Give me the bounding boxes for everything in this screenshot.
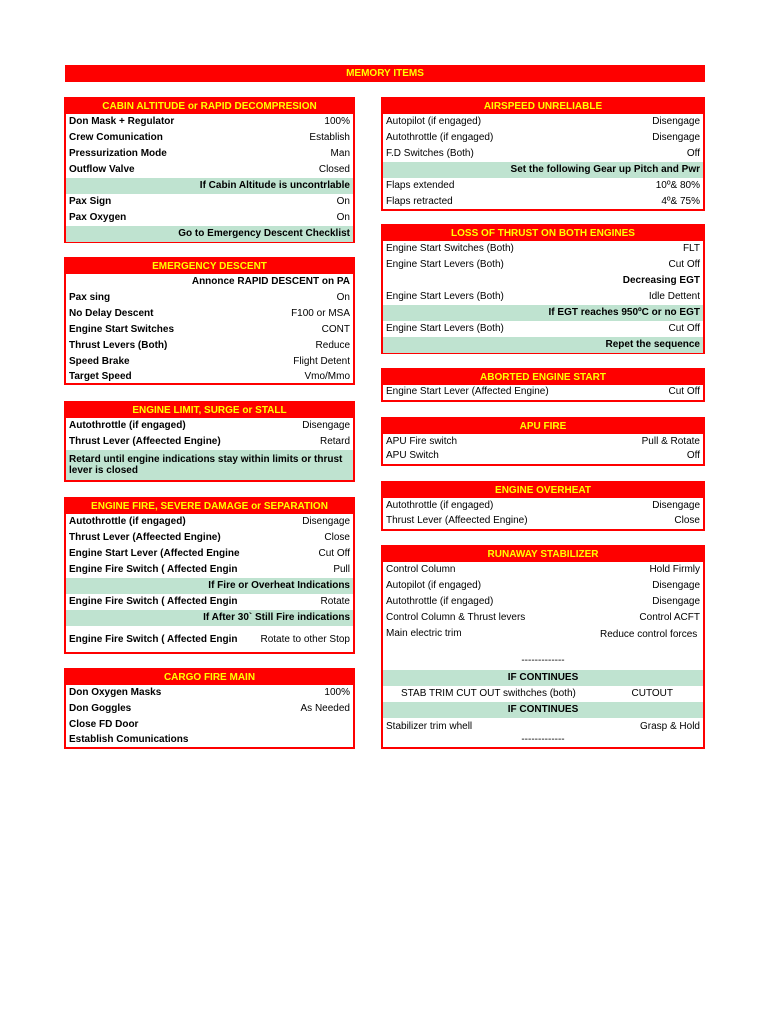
item-label: Control Column bbox=[386, 564, 456, 575]
checklist-row bbox=[66, 162, 353, 178]
checklist-row bbox=[66, 370, 353, 384]
item-label: Autopilot (if engaged) bbox=[386, 580, 482, 591]
item-label: F.D Switches (Both) bbox=[386, 148, 474, 159]
item-label: Flaps extended bbox=[386, 180, 455, 191]
condition-row: IF CONTINUES bbox=[383, 670, 703, 686]
section-title: AIRSPEED UNRELIABLE bbox=[383, 99, 703, 114]
checklist-row bbox=[66, 562, 353, 578]
item-label: Engine Start Switches (Both) bbox=[386, 243, 514, 254]
item-label: Stabilizer trim whell bbox=[386, 721, 473, 732]
checklist-row bbox=[383, 114, 703, 130]
item-label: Target Speed bbox=[69, 371, 132, 382]
checklist-row bbox=[383, 449, 703, 463]
item-action: Retard bbox=[319, 436, 350, 447]
checklist-row bbox=[66, 717, 353, 733]
item-action: 100% bbox=[324, 116, 350, 127]
engine-fire-section bbox=[64, 497, 355, 654]
item-label: Pax Sign bbox=[69, 196, 112, 207]
condition-row: Go to Emergency Descent Checklist bbox=[66, 226, 353, 242]
cabin-altitude-section bbox=[64, 97, 355, 243]
item-action: Disengage bbox=[652, 116, 700, 127]
item-action: CONT bbox=[321, 324, 350, 335]
item-action: CUTOUT bbox=[631, 688, 673, 699]
item-label: Crew Comunication bbox=[69, 132, 163, 143]
checklist-row bbox=[66, 306, 353, 322]
condition-row: If Fire or Overheat Indications bbox=[66, 578, 353, 594]
checklist-row bbox=[383, 146, 703, 162]
item-label: Thrust Lever (Affeected Engine) bbox=[69, 532, 221, 543]
item-label: Flaps retracted bbox=[386, 196, 453, 207]
engine-overheat-section bbox=[381, 481, 705, 531]
checklist-row bbox=[383, 321, 703, 337]
item-label: Engine Start Switches bbox=[69, 324, 175, 335]
item-label: STAB TRIM CUT OUT swithches (both) bbox=[401, 688, 576, 699]
checklist-row bbox=[66, 146, 353, 162]
checklist-row bbox=[66, 546, 353, 562]
item-action: Cut Off bbox=[318, 548, 350, 559]
announce-row: Annonce RAPID DESCENT on PA bbox=[191, 276, 350, 287]
checklist-row bbox=[383, 257, 703, 273]
checklist-row bbox=[66, 685, 353, 701]
checklist-row bbox=[66, 733, 353, 747]
item-label: Engine Fire Switch ( Affected Engin bbox=[69, 564, 238, 575]
item-action: On bbox=[336, 292, 350, 303]
checklist-row bbox=[66, 514, 353, 530]
item-label: Pax sing bbox=[69, 292, 111, 303]
checklist-row bbox=[383, 626, 703, 656]
item-label: Engine Start Levers (Both) bbox=[386, 291, 504, 302]
section-title: ENGINE FIRE, SEVERE DAMAGE or SEPARATION bbox=[66, 499, 353, 514]
condition-row: If Cabin Altitude is uncontrlable bbox=[66, 178, 353, 194]
item-label: Engine Fire Switch ( Affected Engin bbox=[69, 634, 238, 645]
item-action: On bbox=[336, 212, 350, 223]
item-action: Rotate bbox=[320, 596, 350, 607]
checklist-row bbox=[66, 322, 353, 338]
item-action: Grasp & Hold bbox=[639, 721, 700, 732]
checklist-row bbox=[66, 194, 353, 210]
checklist-row bbox=[383, 578, 703, 594]
checklist-row bbox=[383, 686, 703, 702]
item-action: Disengage bbox=[302, 420, 350, 431]
section-title: ENGINE OVERHEAT bbox=[383, 483, 703, 498]
checklist-row bbox=[66, 434, 353, 450]
emergency-descent-section bbox=[64, 257, 355, 385]
item-label: Engine Start Lever (Affected Engine bbox=[69, 548, 240, 559]
condition-note: Retard until engine indications stay within limits or thrust lever is closed bbox=[66, 450, 353, 480]
checklist-row bbox=[383, 719, 703, 735]
checklist-row bbox=[66, 530, 353, 546]
checklist-row bbox=[383, 194, 703, 210]
item-label: Engine Start Levers (Both) bbox=[386, 259, 504, 270]
item-label: Autothrottle (if engaged) bbox=[386, 596, 494, 607]
engine-limit-section bbox=[64, 401, 355, 482]
loss-of-thrust-section bbox=[381, 224, 705, 354]
checklist-row bbox=[383, 385, 703, 399]
item-action: Cut Off bbox=[668, 386, 700, 397]
checklist-row bbox=[383, 594, 703, 610]
checklist-row bbox=[383, 513, 703, 528]
item-action: 4º& 75% bbox=[661, 196, 700, 207]
condition-row: IF CONTINUES bbox=[383, 702, 703, 718]
checklist-row bbox=[66, 354, 353, 370]
item-action: Reduce bbox=[315, 340, 350, 351]
item-label: Engine Start Levers (Both) bbox=[386, 323, 504, 334]
item-label: Pax Oxygen bbox=[69, 212, 127, 223]
item-action: FLT bbox=[682, 243, 700, 254]
aborted-engine-start-section bbox=[381, 368, 705, 402]
item-action: Vmo/Mmo bbox=[304, 371, 350, 382]
separator: ------------- bbox=[521, 656, 565, 666]
item-label: Engine Start Lever (Affected Engine) bbox=[386, 386, 549, 397]
checklist-row bbox=[66, 338, 353, 354]
memory-items-banner: MEMORY ITEMS bbox=[65, 65, 705, 82]
checklist-row bbox=[383, 289, 703, 305]
section-title: APU FIRE bbox=[383, 419, 703, 434]
separator: ------------- bbox=[521, 735, 565, 745]
item-label: Autothrottle (if engaged) bbox=[386, 500, 494, 511]
item-action: Disengage bbox=[302, 516, 350, 527]
item-label: Thrust Levers (Both) bbox=[69, 340, 168, 351]
item-action: Cut Off bbox=[668, 259, 700, 270]
item-label: Don Goggles bbox=[69, 703, 132, 714]
item-label: Thrust Lever (Affeected Engine) bbox=[386, 515, 528, 526]
item-label: Engine Fire Switch ( Affected Engin bbox=[69, 596, 238, 607]
condition-row: If After 30` Still Fire indications bbox=[66, 610, 353, 626]
item-action: Pull & Rotate bbox=[641, 436, 700, 447]
item-label: Establish Comunications bbox=[69, 734, 189, 745]
item-action: 100% bbox=[324, 687, 350, 698]
item-action: Idle Dettent bbox=[648, 291, 700, 302]
item-label: No Delay Descent bbox=[69, 308, 154, 319]
condition-row: If EGT reaches 950ºC or no EGT bbox=[383, 305, 703, 321]
checklist-row bbox=[66, 418, 353, 434]
item-action: Close bbox=[324, 532, 350, 543]
item-label: Control Column & Thrust levers bbox=[386, 612, 526, 623]
item-action: Pull bbox=[333, 564, 350, 575]
checklist-row bbox=[66, 210, 353, 226]
item-label: Don Mask + Regulator bbox=[69, 116, 175, 127]
item-action: Disengage bbox=[652, 596, 700, 607]
checklist-row bbox=[66, 632, 353, 648]
item-action: Disengage bbox=[652, 500, 700, 511]
item-label: Don Oxygen Masks bbox=[69, 687, 162, 698]
checklist-row bbox=[66, 130, 353, 146]
item-label: Autothrottle (if engaged) bbox=[386, 132, 494, 143]
runaway-stabilizer-section bbox=[381, 545, 705, 749]
item-action: 10º& 80% bbox=[655, 180, 700, 191]
item-action: Man bbox=[330, 148, 350, 159]
checklist-row bbox=[66, 114, 353, 130]
apu-fire-section bbox=[381, 417, 705, 466]
item-action: Rotate to other Stop bbox=[260, 634, 350, 645]
checklist-row bbox=[383, 562, 703, 578]
item-action: Hold Firmly bbox=[649, 564, 700, 575]
airspeed-unreliable-section bbox=[381, 97, 705, 211]
section-title: RUNAWAY STABILIZER bbox=[383, 547, 703, 562]
item-action: Disengage bbox=[652, 580, 700, 591]
checklist-row bbox=[383, 130, 703, 146]
decreasing-egt-row: Decreasing EGT bbox=[622, 275, 700, 286]
item-action: Off bbox=[686, 450, 700, 461]
item-action: Cut Off bbox=[668, 323, 700, 334]
section-title: ABORTED ENGINE START bbox=[383, 370, 703, 385]
section-title: CABIN ALTITUDE or RAPID DECOMPRESION bbox=[66, 99, 353, 114]
item-action: Control ACFT bbox=[639, 612, 700, 623]
checklist-row bbox=[383, 610, 703, 626]
checklist-row bbox=[66, 594, 353, 610]
item-action: On bbox=[336, 196, 350, 207]
item-label: Speed Brake bbox=[69, 356, 130, 367]
item-action: Reduce control forces bbox=[600, 629, 698, 640]
item-action: As Needed bbox=[300, 703, 350, 714]
item-label: Autothrottle (if engaged) bbox=[69, 516, 186, 527]
item-action: Off bbox=[686, 148, 700, 159]
item-label: Pressurization Mode bbox=[69, 148, 167, 159]
item-label: Main electric trim bbox=[386, 628, 462, 639]
checklist-row bbox=[66, 290, 353, 306]
section-title: EMERGENCY DESCENT bbox=[66, 259, 353, 274]
item-action: F100 or MSA bbox=[291, 308, 350, 319]
condition-row: Repet the sequence bbox=[383, 337, 703, 353]
item-label: Outflow Valve bbox=[69, 164, 135, 175]
checklist-row bbox=[383, 434, 703, 449]
cargo-fire-section bbox=[64, 668, 355, 749]
item-action: Establish bbox=[309, 132, 350, 143]
checklist-row bbox=[383, 178, 703, 194]
item-action: Flight Detent bbox=[293, 356, 350, 367]
section-title: CARGO FIRE MAIN bbox=[66, 670, 353, 685]
item-action: Close bbox=[674, 515, 700, 526]
checklist-row bbox=[383, 498, 703, 513]
checklist-row bbox=[383, 241, 703, 257]
section-title: LOSS OF THRUST ON BOTH ENGINES bbox=[383, 226, 703, 241]
checklist-row bbox=[66, 701, 353, 717]
item-label: Autopilot (if engaged) bbox=[386, 116, 482, 127]
item-action: Disengage bbox=[652, 132, 700, 143]
item-label: Thrust Lever (Affeected Engine) bbox=[69, 436, 221, 447]
section-title: ENGINE LIMIT, SURGE or STALL bbox=[66, 403, 353, 418]
item-action: Closed bbox=[318, 164, 350, 175]
item-label: Autothrottle (if engaged) bbox=[69, 420, 186, 431]
condition-row: Set the following Gear up Pitch and Pwr bbox=[383, 162, 703, 178]
item-label: APU Switch bbox=[386, 450, 439, 461]
item-label: Close FD Door bbox=[69, 719, 139, 730]
item-label: APU Fire switch bbox=[386, 436, 458, 447]
